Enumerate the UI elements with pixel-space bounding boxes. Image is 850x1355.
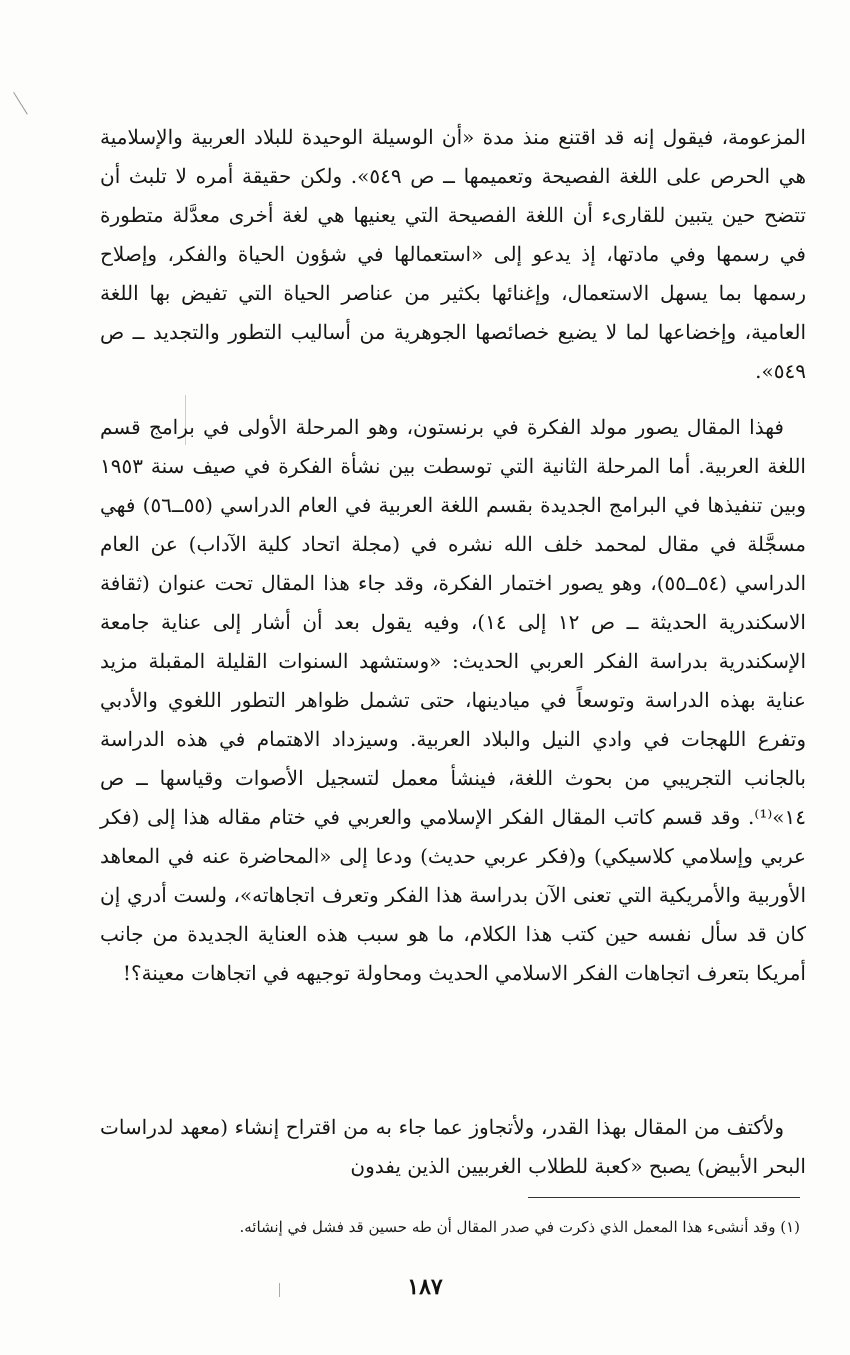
body-paragraph: المزعومة، فيقول إنه قد اقتنع منذ مدة «أن الوسيلة الوحيدة للبلاد العربية والإسلامية هي الحرص على اللغة الفصيحة وتعميمها ــ ص ٥٤٩». ولكن حقيقة أمره لا تلبث أن تتضح حين يتبين للقارىء أن اللغة الفصيحة التي يعنيها هي لغة أخرى معدَّلة متطورة في رسمها وفي مادتها، إذ يدعو إلى «استعمالها في شؤون الحياة والفكر، وإصلاح رسمها بما يسهل الاستعمال، وإغنائها بكثير من عناصر الحياة التي تفيض بها اللغة العامية، وإخضاعها لما لا يضيع خصائصها الجوهرية من أساليب التطور والتجديد ــ ص ٥٤٩».: [100, 125, 806, 383]
footnote: (١) وقد أنشىء هذا المعمل الذي ذكرت في صدر المقال أن طه حسين قد فشل في إنشائه.: [239, 1218, 800, 1236]
body-paragraph: ولأكتف من المقال بهذا القدر، ولأتجاوز عما جاء به من اقتراح إنشاء (معهد لدراسات البحر الأبيض) يصبح «كعبة للطلاب الغربيين الذين يفدون: [100, 1115, 806, 1178]
body-paragraph: فهذا المقال يصور مولد الفكرة في برنستون، وهو المرحلة الأولى في برامج قسم اللغة العربية. أما المرحلة الثانية التي توسطت بين نشأة الفكرة في صيف سنة ١٩٥٣ وبين تنفيذها في البرامج الجديدة بقسم اللغة العربية في العام الدراسي (٥٥ــ٥٦) فهي مسجَّلة في مقال لمحمد خلف الله نشره في (مجلة اتحاد كلية الآداب) عن العام الدراسي (٥٤ــ٥٥)، وهو يصور اختمار الفكرة، وقد جاء هذا المقال تحت عنوان (ثقافة الاسكندرية الحديثة ــ ص ١٢ إلى ١٤)، وفيه يقول بعد أن أشار إلى عناية جامعة الإسكندرية بدراسة الفكر العربي الحديث: «وستشهد السنوات القليلة المقبلة مزيد عناية بهذه الدراسة وتوسعاً في ميادينها، حتى تشمل ظواهر التطور اللغوي والأدبي وتفرع اللهجات في وادي النيل والبلاد العربية. وسيزداد الاهتمام في هذه الدراسة بالجانب التجريبي من بحوث اللغة، فينشأ معمل لتسجيل الأصوات وقياسها ــ ص ١٤»⁽¹⁾. وقد قسم كاتب المقال الفكر الإسلامي والعربي في ختام مقاله هذا إلى (فكر عربي وإسلامي كلاسيكي) و(فكر عربي حديث) ودعا إلى «المحاضرة عنه في المعاهد الأوربية والأمريكية التي تعنى الآن بدراسة هذا الفكر وتعرف اتجاهاته»، ولست أدري إن كان قد سأل نفسه حين كتب هذا الكلام، ما هو سبب هذه العناية الجديدة من جانب أمريكا بتعرف اتجاهات الفكر الاسلامي الحديث ومحاولة توجيهه في اتجاهات معينة؟!: [100, 415, 807, 985]
scan-artifact: [13, 92, 28, 115]
page-number: ١٨٧: [407, 1274, 443, 1300]
footnote-divider: [528, 1197, 800, 1198]
